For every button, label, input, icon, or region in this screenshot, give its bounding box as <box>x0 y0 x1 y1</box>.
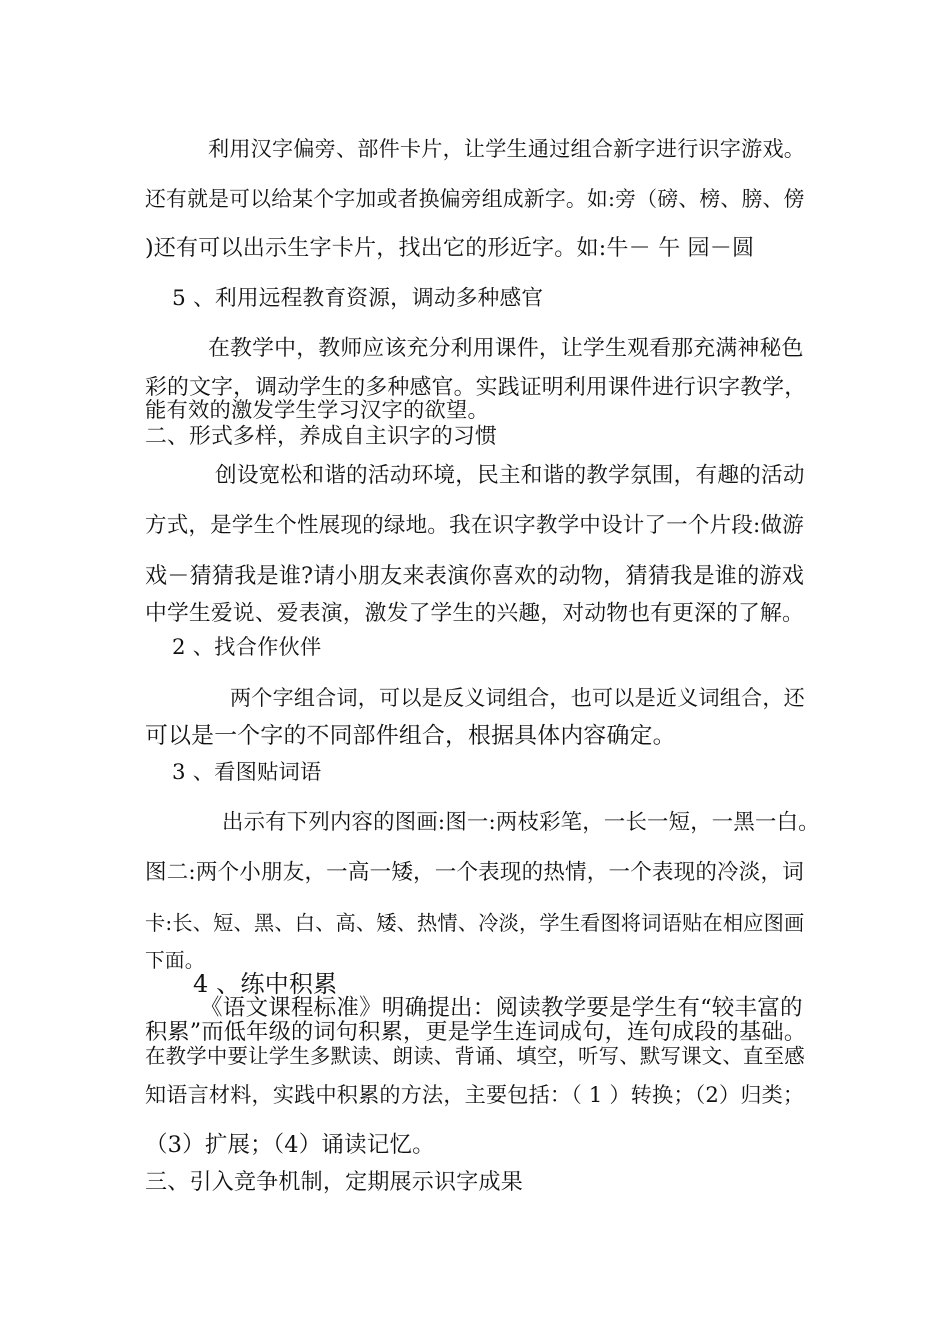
section-heading: 5 、利用远程教育资源，调动多种感官 <box>172 286 544 311</box>
paragraph-line: 图二:两个小朋友，一高一矮，一个表现的热情，一个表现的冷淡，词 <box>145 860 804 885</box>
section-heading: 3 、看图贴词语 <box>172 760 322 785</box>
paragraph-line: )还有可以出示生字卡片，找出它的形近字。如:牛－ 午 园－圆 <box>145 236 755 261</box>
paragraph-line: 下面。 <box>145 949 205 972</box>
section-heading: 2 、找合作伙伴 <box>172 635 322 660</box>
paragraph-line: （3）扩展；（4）诵读记忆。 <box>145 1132 435 1158</box>
paragraph-line: 两个字组合词，可以是反义词组合，也可以是近义词组合，还 <box>230 685 805 710</box>
paragraph-line: 在教学中，教师应该充分利用课件，让学生观看那充满神秘色 <box>208 336 804 361</box>
paragraph-line: 《语文课程标准》明确提出：阅读教学要是学生有“较丰富的 <box>200 995 803 1021</box>
paragraph-line: 戏－猜猜我是谁?请小朋友来表演你喜欢的动物，猜猜我是谁的游戏 <box>145 563 805 589</box>
paragraph-line: 还有就是可以给某个字加或者换偏旁组成新字。如:旁（磅、榜、膀、傍 <box>145 187 805 211</box>
paragraph-line: 利用汉字偏旁、部件卡片，让学生通过组合新字进行识字游戏。 <box>208 136 806 161</box>
paragraph-line: 出示有下列内容的图画:图一:两枝彩笔，一长一短，一黑一白。 <box>222 810 820 835</box>
paragraph-line: 创设宽松和谐的活动环境，民主和谐的教学氛围，有趣的活动 <box>215 463 805 488</box>
paragraph-line: 能有效的激发学生学习汉字的欲望。 <box>145 398 489 423</box>
section-heading: 二、形式多样，养成自主识字的习惯 <box>145 424 497 449</box>
paragraph-line: 知语言材料，实践中积累的方法，主要包括：（ 1 ）转换；（2）归类； <box>145 1082 805 1107</box>
paragraph-line: 在教学中要让学生多默读、朗读、背诵、填空，听写、默写课文、直至感 <box>145 1044 805 1068</box>
paragraph-line: 可以是一个字的不同部件组合，根据具体内容确定。 <box>145 723 676 749</box>
paragraph-line: 方式，是学生个性展现的绿地。我在识字教学中设计了一个片段:做游 <box>145 513 804 538</box>
paragraph-line: 中学生爱说、爱表演，激发了学生的兴趣，对动物也有更深的了解。 <box>145 601 804 626</box>
section-heading: 三、引入竞争机制，定期展示识字成果 <box>145 1170 523 1195</box>
paragraph-line: 积累”而低年级的词句积累，更是学生连词成句，连句成段的基础。 <box>145 1019 807 1045</box>
paragraph-line: 卡:长、短、黑、白、高、矮、热情、冷淡，学生看图将词语贴在相应图画 <box>145 911 805 935</box>
paragraph-line: 彩的文字，调动学生的多种感官。实践证明利用课件进行识字教学， <box>145 375 807 400</box>
section-heading: 4 、练中积累 <box>193 970 338 998</box>
